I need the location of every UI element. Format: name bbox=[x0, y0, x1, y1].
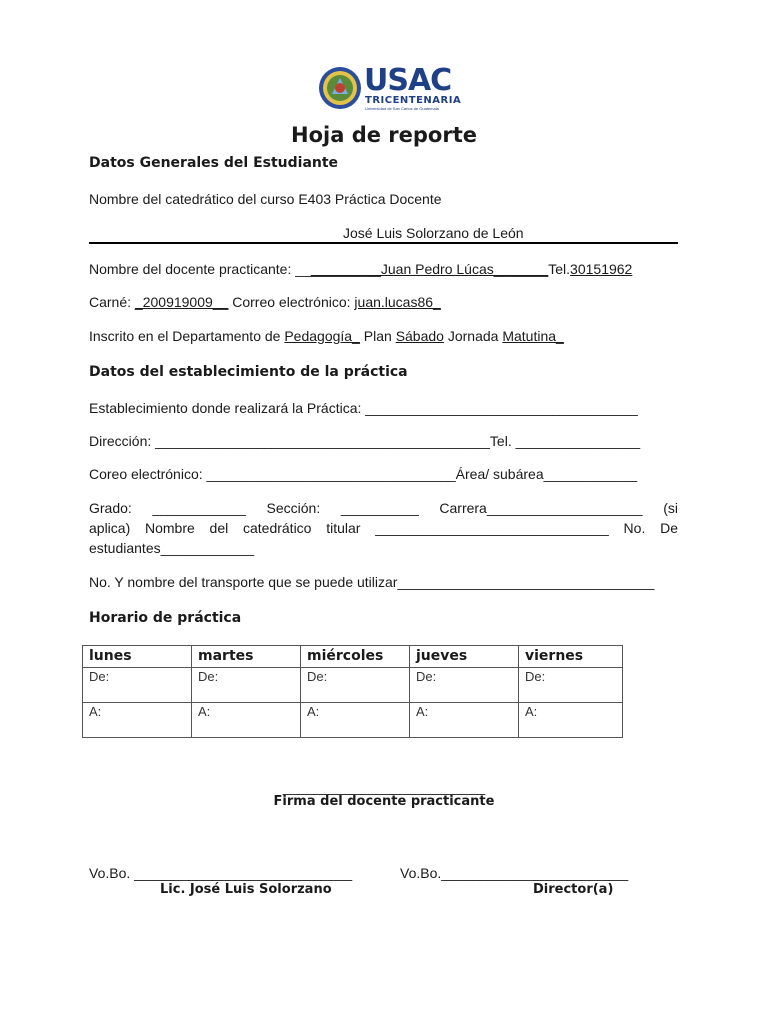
to-cell[interactable]: A: bbox=[410, 703, 519, 738]
seccion-label: Sección: bbox=[266, 500, 321, 516]
from-cell[interactable]: De: bbox=[83, 668, 192, 703]
correo-value: juan.lucas86_ bbox=[354, 294, 441, 310]
grado-label: Grado: bbox=[89, 500, 132, 516]
catedratico-underline bbox=[89, 242, 678, 244]
catedratico-word: catedrático bbox=[242, 520, 312, 536]
grado-block bbox=[89, 498, 678, 558]
day-header-martes: martes bbox=[192, 646, 301, 668]
inscrito-line bbox=[89, 328, 564, 344]
establecimiento-field: Establecimiento donde realizará la Práctica: ___________________________________ bbox=[89, 400, 638, 416]
tel-value: 30151962 bbox=[570, 261, 633, 277]
plan-label: Plan bbox=[359, 328, 396, 344]
vobo-catedratico: Vo.Bo. ____________________________ bbox=[89, 865, 353, 881]
day-header-jueves: jueves bbox=[410, 646, 519, 668]
de-word: De bbox=[660, 520, 678, 536]
usac-logo bbox=[318, 63, 462, 116]
university-seal-icon bbox=[318, 64, 362, 112]
carne-line bbox=[89, 294, 441, 310]
carne-label: Carné: bbox=[89, 294, 135, 310]
from-cell[interactable]: De: bbox=[410, 668, 519, 703]
vobo-catedratico-name: Lic. José Luis Solorzano bbox=[160, 882, 332, 897]
transporte-field: No. Y nombre del transporte que se puede utilizar_________________________________ bbox=[89, 574, 655, 590]
del-word: del bbox=[209, 520, 229, 536]
from-cell[interactable]: De: bbox=[519, 668, 623, 703]
nombre-word: Nombre bbox=[145, 520, 195, 536]
grado-line-2 bbox=[89, 518, 678, 538]
table-row bbox=[83, 668, 623, 703]
departamento-value: Pedagogía_ bbox=[284, 328, 360, 344]
vobo-director-name: Director(a) bbox=[533, 882, 614, 897]
titular-word: titular bbox=[326, 520, 361, 536]
from-cell[interactable]: De: bbox=[192, 668, 301, 703]
grado-line-1 bbox=[89, 498, 678, 518]
docente-label: Nombre del docente practicante: __ bbox=[89, 261, 311, 277]
to-cell[interactable]: A: bbox=[301, 703, 410, 738]
correo-establecimiento-field: Coreo electrónico: ________________________________Área/ subárea____________ bbox=[89, 466, 638, 482]
logo-small-text: Universidad de San Carlos de Guatemala bbox=[365, 106, 439, 111]
table-header-row bbox=[83, 646, 623, 668]
direccion-field: Dirección: ___________________________________________Tel. ________________ bbox=[89, 433, 641, 449]
signature-line: __________________________ bbox=[282, 779, 486, 795]
logo-wordmark: USAC bbox=[364, 63, 452, 98]
no-word: No. bbox=[623, 520, 646, 536]
seccion-blank: __________ bbox=[340, 500, 419, 516]
correo-label: Correo electrónico: bbox=[228, 294, 355, 310]
section-heading-student: Datos Generales del Estudiante bbox=[89, 155, 339, 171]
jornada-value: Matutina_ bbox=[502, 328, 564, 344]
day-header-lunes: lunes bbox=[83, 646, 192, 668]
si-label: (si bbox=[663, 500, 678, 516]
from-cell[interactable]: De: bbox=[301, 668, 410, 703]
tel-label: Tel. bbox=[548, 261, 571, 277]
schedule-table bbox=[82, 645, 623, 738]
aplica-word: aplica) bbox=[89, 520, 131, 536]
docente-line bbox=[89, 261, 632, 277]
inscrito-label: Inscrito en el Departamento de bbox=[89, 328, 285, 344]
page-title: Hoja de reporte bbox=[291, 123, 477, 147]
section-heading-schedule: Horario de práctica bbox=[89, 610, 242, 626]
jornada-label: Jornada bbox=[443, 328, 503, 344]
table-row bbox=[83, 703, 623, 738]
catedratico-name: José Luis Solorzano de León bbox=[343, 225, 524, 241]
day-header-viernes: viernes bbox=[519, 646, 623, 668]
to-cell[interactable]: A: bbox=[519, 703, 623, 738]
firma-label: Firma del docente practicante bbox=[273, 794, 495, 809]
docente-name: _________Juan Pedro Lúcas_______ bbox=[310, 261, 549, 277]
titular-blank: ______________________________ bbox=[375, 520, 609, 536]
plan-value: Sábado bbox=[395, 328, 444, 344]
grado-blank: ____________ bbox=[152, 500, 246, 516]
to-cell[interactable]: A: bbox=[83, 703, 192, 738]
day-header-miercoles: miércoles bbox=[301, 646, 410, 668]
carrera-field: Carrera____________________ bbox=[439, 500, 643, 516]
carne-value: _200919009__ bbox=[134, 294, 229, 310]
grado-line-3: estudiantes____________ bbox=[89, 540, 255, 556]
catedratico-label: Nombre del catedrático del curso E403 Práctica Docente bbox=[89, 191, 442, 207]
to-cell[interactable]: A: bbox=[192, 703, 301, 738]
section-heading-establishment: Datos del establecimiento de la práctica bbox=[89, 364, 408, 380]
vobo-director: Vo.Bo.________________________ bbox=[400, 865, 629, 881]
logo-subtitle: TRICENTENARIA bbox=[365, 95, 462, 106]
